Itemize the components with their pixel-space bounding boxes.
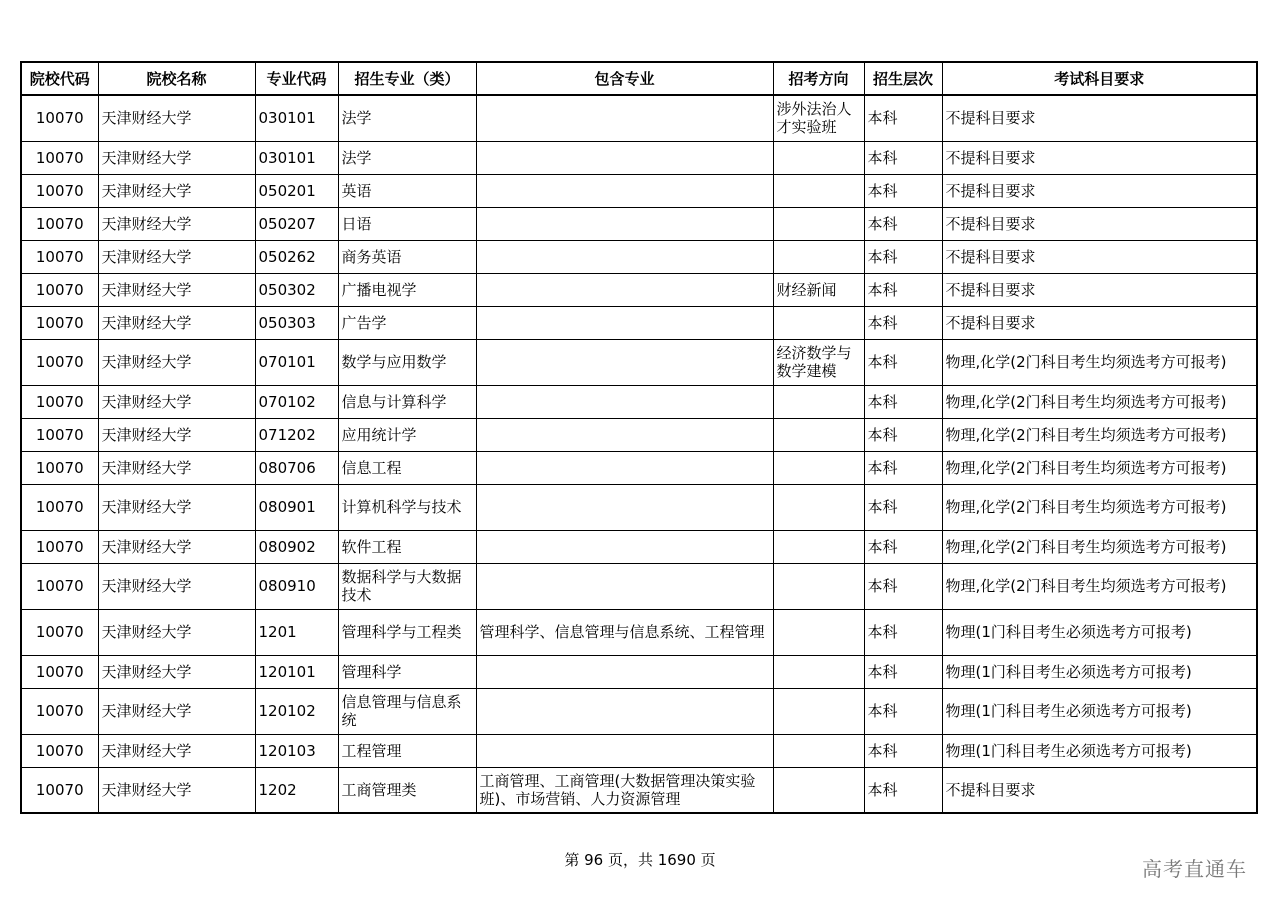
cell-subject-requirements: 物理,化学(2门科目考生均须选考方可报考) bbox=[942, 530, 1257, 563]
cell-school-code: 10070 bbox=[21, 385, 98, 418]
cell-direction: 涉外法治人才实验班 bbox=[773, 95, 864, 141]
cell-level: 本科 bbox=[864, 418, 942, 451]
table-row bbox=[21, 484, 1257, 530]
cell-subject-requirements: 物理,化学(2门科目考生均须选考方可报考) bbox=[942, 451, 1257, 484]
cell-level: 本科 bbox=[864, 484, 942, 530]
cell-level: 本科 bbox=[864, 655, 942, 688]
cell-direction bbox=[773, 688, 864, 734]
cell-direction bbox=[773, 207, 864, 240]
cell-school-code: 10070 bbox=[21, 655, 98, 688]
cell-level: 本科 bbox=[864, 339, 942, 385]
cell-major-code: 030101 bbox=[255, 95, 338, 141]
cell-direction bbox=[773, 655, 864, 688]
cell-school-code: 10070 bbox=[21, 609, 98, 655]
cell-major: 数学与应用数学 bbox=[338, 339, 476, 385]
cell-major: 软件工程 bbox=[338, 530, 476, 563]
cell-major-code: 120101 bbox=[255, 655, 338, 688]
cell-school-code: 10070 bbox=[21, 174, 98, 207]
cell-subject-requirements: 物理,化学(2门科目考生均须选考方可报考) bbox=[942, 563, 1257, 609]
cell-school-code: 10070 bbox=[21, 451, 98, 484]
table-row bbox=[21, 563, 1257, 609]
cell-school-name: 天津财经大学 bbox=[98, 530, 255, 563]
cell-major: 英语 bbox=[338, 174, 476, 207]
cell-major: 管理科学与工程类 bbox=[338, 609, 476, 655]
table-row bbox=[21, 174, 1257, 207]
cell-major: 信息工程 bbox=[338, 451, 476, 484]
cell-included-majors bbox=[476, 734, 773, 767]
cell-included-majors bbox=[476, 688, 773, 734]
cell-major-code: 050207 bbox=[255, 207, 338, 240]
cell-level: 本科 bbox=[864, 688, 942, 734]
cell-direction bbox=[773, 484, 864, 530]
cell-included-majors bbox=[476, 563, 773, 609]
cell-subject-requirements: 物理,化学(2门科目考生均须选考方可报考) bbox=[942, 339, 1257, 385]
cell-subject-requirements: 不提科目要求 bbox=[942, 207, 1257, 240]
table-body bbox=[21, 95, 1257, 813]
cell-school-code: 10070 bbox=[21, 484, 98, 530]
table-row bbox=[21, 734, 1257, 767]
cell-major-code: 030101 bbox=[255, 141, 338, 174]
cell-subject-requirements: 物理,化学(2门科目考生均须选考方可报考) bbox=[942, 385, 1257, 418]
header-direction: 招考方向 bbox=[773, 62, 864, 95]
cell-major: 数据科学与大数据技术 bbox=[338, 563, 476, 609]
table-row bbox=[21, 688, 1257, 734]
cell-included-majors bbox=[476, 141, 773, 174]
header-major: 招生专业（类） bbox=[338, 62, 476, 95]
cell-included-majors: 工商管理、工商管理(大数据管理决策实验班)、市场营销、人力资源管理 bbox=[476, 767, 773, 813]
cell-school-code: 10070 bbox=[21, 273, 98, 306]
cell-major: 信息管理与信息系统 bbox=[338, 688, 476, 734]
table-row bbox=[21, 385, 1257, 418]
cell-major: 信息与计算科学 bbox=[338, 385, 476, 418]
cell-major-code: 080706 bbox=[255, 451, 338, 484]
cell-subject-requirements: 不提科目要求 bbox=[942, 95, 1257, 141]
watermark: 高考直通车 bbox=[1142, 857, 1247, 881]
cell-major-code: 120102 bbox=[255, 688, 338, 734]
table-row bbox=[21, 95, 1257, 141]
cell-direction bbox=[773, 141, 864, 174]
cell-included-majors bbox=[476, 273, 773, 306]
cell-direction bbox=[773, 563, 864, 609]
cell-included-majors bbox=[476, 484, 773, 530]
cell-school-name: 天津财经大学 bbox=[98, 141, 255, 174]
table-row bbox=[21, 240, 1257, 273]
header-school-code: 院校代码 bbox=[21, 62, 98, 95]
cell-level: 本科 bbox=[864, 563, 942, 609]
cell-school-name: 天津财经大学 bbox=[98, 767, 255, 813]
table-row bbox=[21, 767, 1257, 813]
cell-school-code: 10070 bbox=[21, 306, 98, 339]
cell-major: 广告学 bbox=[338, 306, 476, 339]
cell-level: 本科 bbox=[864, 530, 942, 563]
cell-direction bbox=[773, 734, 864, 767]
cell-subject-requirements: 不提科目要求 bbox=[942, 767, 1257, 813]
cell-school-code: 10070 bbox=[21, 95, 98, 141]
header-major-code: 专业代码 bbox=[255, 62, 338, 95]
cell-major: 工商管理类 bbox=[338, 767, 476, 813]
cell-major: 管理科学 bbox=[338, 655, 476, 688]
cell-subject-requirements: 不提科目要求 bbox=[942, 240, 1257, 273]
cell-school-name: 天津财经大学 bbox=[98, 174, 255, 207]
cell-subject-requirements: 物理(1门科目考生必须选考方可报考) bbox=[942, 688, 1257, 734]
cell-school-name: 天津财经大学 bbox=[98, 207, 255, 240]
cell-direction bbox=[773, 418, 864, 451]
table-row bbox=[21, 306, 1257, 339]
cell-direction bbox=[773, 174, 864, 207]
cell-school-name: 天津财经大学 bbox=[98, 609, 255, 655]
cell-major-code: 080910 bbox=[255, 563, 338, 609]
header-level: 招生层次 bbox=[864, 62, 942, 95]
cell-subject-requirements: 不提科目要求 bbox=[942, 141, 1257, 174]
cell-school-name: 天津财经大学 bbox=[98, 484, 255, 530]
cell-direction bbox=[773, 609, 864, 655]
cell-school-name: 天津财经大学 bbox=[98, 563, 255, 609]
cell-major-code: 050262 bbox=[255, 240, 338, 273]
page-number: 第 96 页，共 1690 页 bbox=[564, 851, 716, 869]
cell-level: 本科 bbox=[864, 609, 942, 655]
cell-school-name: 天津财经大学 bbox=[98, 306, 255, 339]
cell-major-code: 050303 bbox=[255, 306, 338, 339]
cell-major-code: 050302 bbox=[255, 273, 338, 306]
cell-included-majors bbox=[476, 95, 773, 141]
cell-level: 本科 bbox=[864, 451, 942, 484]
cell-major-code: 070101 bbox=[255, 339, 338, 385]
cell-subject-requirements: 物理,化学(2门科目考生均须选考方可报考) bbox=[942, 418, 1257, 451]
table-row bbox=[21, 339, 1257, 385]
cell-direction bbox=[773, 530, 864, 563]
cell-included-majors bbox=[476, 207, 773, 240]
cell-major-code: 120103 bbox=[255, 734, 338, 767]
cell-school-code: 10070 bbox=[21, 418, 98, 451]
cell-major: 广播电视学 bbox=[338, 273, 476, 306]
cell-level: 本科 bbox=[864, 767, 942, 813]
cell-school-code: 10070 bbox=[21, 563, 98, 609]
cell-direction: 财经新闻 bbox=[773, 273, 864, 306]
cell-level: 本科 bbox=[864, 240, 942, 273]
cell-major: 计算机科学与技术 bbox=[338, 484, 476, 530]
cell-level: 本科 bbox=[864, 95, 942, 141]
cell-level: 本科 bbox=[864, 273, 942, 306]
cell-level: 本科 bbox=[864, 174, 942, 207]
cell-school-code: 10070 bbox=[21, 141, 98, 174]
cell-school-name: 天津财经大学 bbox=[98, 418, 255, 451]
cell-included-majors bbox=[476, 385, 773, 418]
table-row bbox=[21, 418, 1257, 451]
cell-level: 本科 bbox=[864, 385, 942, 418]
cell-school-name: 天津财经大学 bbox=[98, 273, 255, 306]
cell-subject-requirements: 物理(1门科目考生必须选考方可报考) bbox=[942, 734, 1257, 767]
cell-direction bbox=[773, 385, 864, 418]
cell-level: 本科 bbox=[864, 734, 942, 767]
cell-subject-requirements: 物理(1门科目考生必须选考方可报考) bbox=[942, 655, 1257, 688]
cell-level: 本科 bbox=[864, 207, 942, 240]
cell-included-majors bbox=[476, 174, 773, 207]
table-row bbox=[21, 655, 1257, 688]
cell-school-code: 10070 bbox=[21, 688, 98, 734]
cell-subject-requirements: 不提科目要求 bbox=[942, 306, 1257, 339]
cell-included-majors bbox=[476, 451, 773, 484]
cell-school-name: 天津财经大学 bbox=[98, 95, 255, 141]
cell-school-name: 天津财经大学 bbox=[98, 734, 255, 767]
cell-major: 日语 bbox=[338, 207, 476, 240]
cell-direction bbox=[773, 767, 864, 813]
cell-major: 商务英语 bbox=[338, 240, 476, 273]
cell-school-name: 天津财经大学 bbox=[98, 688, 255, 734]
cell-major-code: 070102 bbox=[255, 385, 338, 418]
cell-school-name: 天津财经大学 bbox=[98, 655, 255, 688]
header-subject-requirements: 考试科目要求 bbox=[942, 62, 1257, 95]
admissions-table bbox=[20, 61, 1258, 814]
cell-school-name: 天津财经大学 bbox=[98, 339, 255, 385]
table-header-row bbox=[21, 62, 1257, 95]
cell-included-majors: 管理科学、信息管理与信息系统、工程管理 bbox=[476, 609, 773, 655]
cell-major-code: 071202 bbox=[255, 418, 338, 451]
cell-major-code: 080901 bbox=[255, 484, 338, 530]
cell-level: 本科 bbox=[864, 141, 942, 174]
cell-school-name: 天津财经大学 bbox=[98, 240, 255, 273]
cell-school-name: 天津财经大学 bbox=[98, 451, 255, 484]
cell-major-code: 1202 bbox=[255, 767, 338, 813]
cell-direction: 经济数学与数学建模 bbox=[773, 339, 864, 385]
cell-school-code: 10070 bbox=[21, 207, 98, 240]
cell-included-majors bbox=[476, 306, 773, 339]
cell-school-name: 天津财经大学 bbox=[98, 385, 255, 418]
header-included-majors: 包含专业 bbox=[476, 62, 773, 95]
table-row bbox=[21, 141, 1257, 174]
cell-subject-requirements: 物理(1门科目考生必须选考方可报考) bbox=[942, 609, 1257, 655]
cell-included-majors bbox=[476, 339, 773, 385]
table-row bbox=[21, 207, 1257, 240]
cell-school-code: 10070 bbox=[21, 240, 98, 273]
cell-major: 应用统计学 bbox=[338, 418, 476, 451]
cell-direction bbox=[773, 306, 864, 339]
cell-major-code: 050201 bbox=[255, 174, 338, 207]
cell-direction bbox=[773, 240, 864, 273]
table-row bbox=[21, 451, 1257, 484]
cell-included-majors bbox=[476, 240, 773, 273]
cell-school-code: 10070 bbox=[21, 767, 98, 813]
cell-major: 法学 bbox=[338, 95, 476, 141]
cell-major: 法学 bbox=[338, 141, 476, 174]
cell-major-code: 1201 bbox=[255, 609, 338, 655]
cell-direction bbox=[773, 451, 864, 484]
cell-major-code: 080902 bbox=[255, 530, 338, 563]
cell-school-code: 10070 bbox=[21, 734, 98, 767]
cell-included-majors bbox=[476, 418, 773, 451]
cell-school-code: 10070 bbox=[21, 530, 98, 563]
cell-major: 工程管理 bbox=[338, 734, 476, 767]
table-row bbox=[21, 530, 1257, 563]
cell-included-majors bbox=[476, 530, 773, 563]
header-school-name: 院校名称 bbox=[98, 62, 255, 95]
cell-subject-requirements: 不提科目要求 bbox=[942, 273, 1257, 306]
table-row bbox=[21, 273, 1257, 306]
table-row bbox=[21, 609, 1257, 655]
cell-school-code: 10070 bbox=[21, 339, 98, 385]
cell-subject-requirements: 物理,化学(2门科目考生均须选考方可报考) bbox=[942, 484, 1257, 530]
cell-subject-requirements: 不提科目要求 bbox=[942, 174, 1257, 207]
cell-level: 本科 bbox=[864, 306, 942, 339]
cell-included-majors bbox=[476, 655, 773, 688]
